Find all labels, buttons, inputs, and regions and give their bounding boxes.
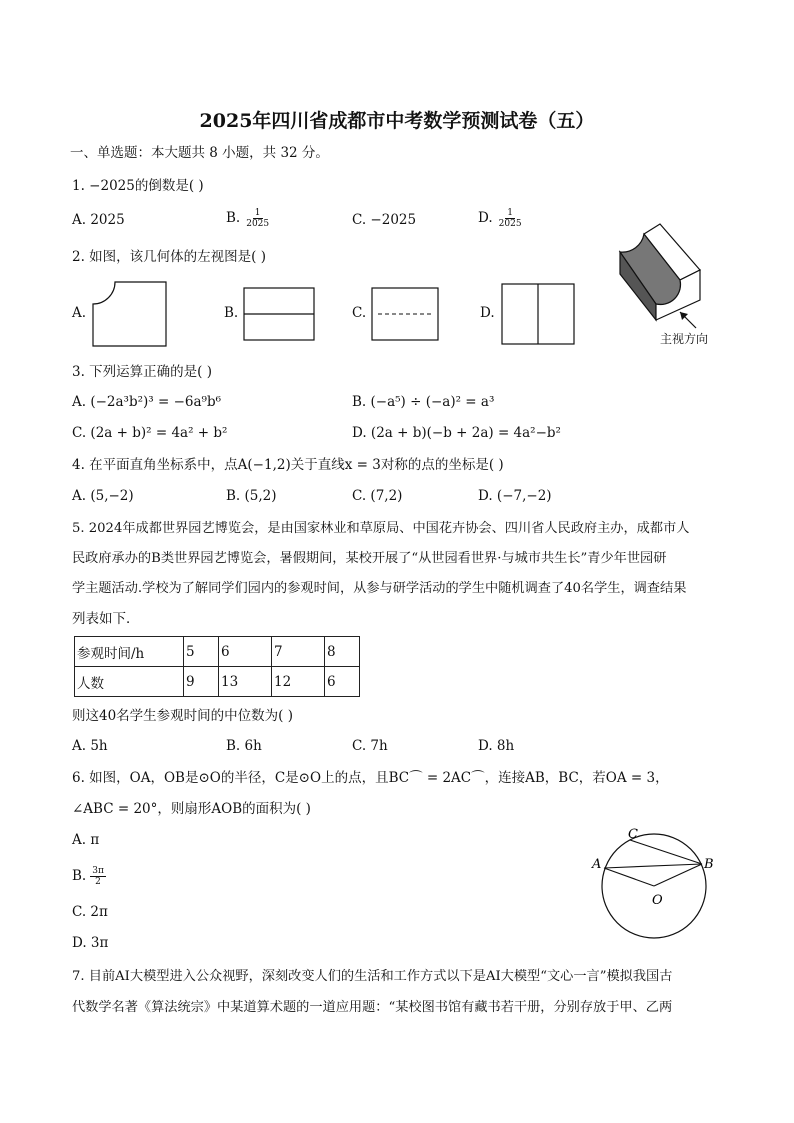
view-direction-label: 主视方向 bbox=[660, 332, 709, 346]
fraction: $\frac{1}{2025}$ bbox=[246, 208, 270, 229]
table-row bbox=[75, 637, 360, 667]
q1-option-b: B. $\frac{1}{2025}$ bbox=[226, 208, 270, 229]
q2-option-b-shape bbox=[240, 284, 318, 344]
q6-option-d: D. 3π bbox=[72, 935, 109, 951]
question-5-line-4: 列表如下． bbox=[72, 611, 140, 627]
table-cell: 12 bbox=[272, 667, 325, 697]
question-5-line-1: 5. 2024年成都世界园艺博览会，是由国家林业和草原局、中国花卉协会、四川省人民政府主办，成都市人 bbox=[72, 521, 690, 536]
question-6-line-2: ∠ABC = 20°，则扇形AOB的面积为( ) bbox=[72, 801, 311, 817]
table-cell: 8 bbox=[325, 637, 360, 667]
q1-option-d: D. $\frac{1}{2025}$ bbox=[478, 208, 522, 229]
point-b-label: B bbox=[704, 857, 714, 872]
q2-option-c-label: C. bbox=[352, 305, 367, 321]
point-a-label: A bbox=[592, 857, 602, 872]
table-cell: 参观时间/h bbox=[75, 637, 184, 667]
fraction: $\frac{3\pi}{2}$ bbox=[92, 866, 104, 887]
table-cell: 13 bbox=[219, 667, 272, 697]
point-o-label: O bbox=[652, 893, 663, 908]
section-heading: 一、单选题：本大题共 8 小题，共 32 分。 bbox=[70, 145, 329, 161]
q5-option-c: C. 7h bbox=[352, 738, 388, 754]
table-cell: 6 bbox=[219, 637, 272, 667]
q2-option-a-label: A. bbox=[72, 305, 87, 321]
table-cell: 7 bbox=[272, 637, 325, 667]
q1-option-a: A. 2025 bbox=[72, 212, 125, 228]
q5-option-a: A. 5h bbox=[72, 738, 108, 754]
q5-option-b: B. 6h bbox=[226, 738, 262, 754]
table-cell: 6 bbox=[325, 667, 360, 697]
question-6-line-1: 6. 如图，OA，OB是⊙O的半径，C是⊙O上的点，且BC⌒ = 2AC⌒，连接AB，BC，若OA = 3， bbox=[72, 770, 669, 786]
q2-option-d-shape bbox=[498, 280, 578, 348]
question-7-line-1: 7. 目前AI大模型进入公众视野，深刻改变人们的生活和工作方式以下是AI大模型“文心一言”模拟我国古 bbox=[72, 969, 673, 984]
q3-option-d: D. (2a + b)(−b + 2a) = 4a²−b² bbox=[352, 425, 561, 441]
table-row bbox=[75, 667, 360, 697]
table-cell: 人数 bbox=[75, 667, 184, 697]
q5-option-d: D. 8h bbox=[478, 738, 515, 754]
q1-option-c: C. −2025 bbox=[352, 212, 417, 228]
q6-option-b: B. $\frac{3\pi}{2}$ bbox=[72, 866, 104, 887]
question-5-prompt: 则这40名学生参观时间的中位数为( ) bbox=[72, 708, 294, 724]
question-5-line-2: 民政府承办的B类世界园艺博览会，暑假期间，某校开展了“从世园看世界·与城市共生长”青少年世园研 bbox=[72, 551, 667, 566]
q4-option-a: A. (5,−2) bbox=[72, 488, 134, 504]
q4-option-b: B. (5,2) bbox=[226, 488, 277, 504]
visit-time-table bbox=[74, 636, 360, 697]
table-cell: 9 bbox=[184, 667, 219, 697]
q3-option-a: A. (−2a³b²)³ = −6a⁹b⁶ bbox=[72, 394, 222, 410]
q2-solid-figure bbox=[608, 218, 728, 348]
question-3-stem: 3. 下列运算正确的是( ) bbox=[72, 364, 212, 380]
question-2-stem: 2. 如图，该几何体的左视图是( ) bbox=[72, 249, 266, 265]
q2-option-c-shape bbox=[368, 284, 442, 344]
question-7-line-2: 代数学名著《算法统宗》中某道算术题的一道应用题：“某校图书馆有藏书若干册，分别存放于甲、乙两 bbox=[72, 1000, 673, 1015]
question-4-stem: 4. 在平面直角坐标系中，点A(−1,2)关于直线x = 3对称的点的坐标是( ) bbox=[72, 457, 504, 473]
question-5-line-3: 学主题活动.学校为了解同学们园内的参观时间，从参与研学活动的学生中随机调查了40名学生，调查结果 bbox=[72, 581, 687, 596]
q4-option-d: D. (−7,−2) bbox=[478, 488, 552, 504]
table-cell: 5 bbox=[184, 637, 219, 667]
q2-option-a-shape bbox=[88, 278, 172, 350]
q3-option-c: C. (2a + b)² = 4a² + b² bbox=[72, 425, 228, 441]
q6-option-c: C. 2π bbox=[72, 904, 108, 920]
q2-option-d-label: D. bbox=[480, 305, 495, 321]
q4-option-c: C. (7,2) bbox=[352, 488, 403, 504]
q6-option-a: A. π bbox=[72, 832, 100, 848]
q2-option-b-label: B. bbox=[224, 305, 239, 321]
q6-circle-figure bbox=[590, 822, 730, 946]
q3-option-b: B. (−a⁵) ÷ (−a)² = a³ bbox=[352, 394, 495, 410]
question-1-stem: 1. −2025的倒数是( ) bbox=[72, 178, 204, 194]
page-title: 2025年四川省成都市中考数学预测试卷（五） bbox=[199, 110, 595, 132]
fraction: $\frac{1}{2025}$ bbox=[498, 208, 522, 229]
point-c-label: C bbox=[628, 827, 638, 842]
